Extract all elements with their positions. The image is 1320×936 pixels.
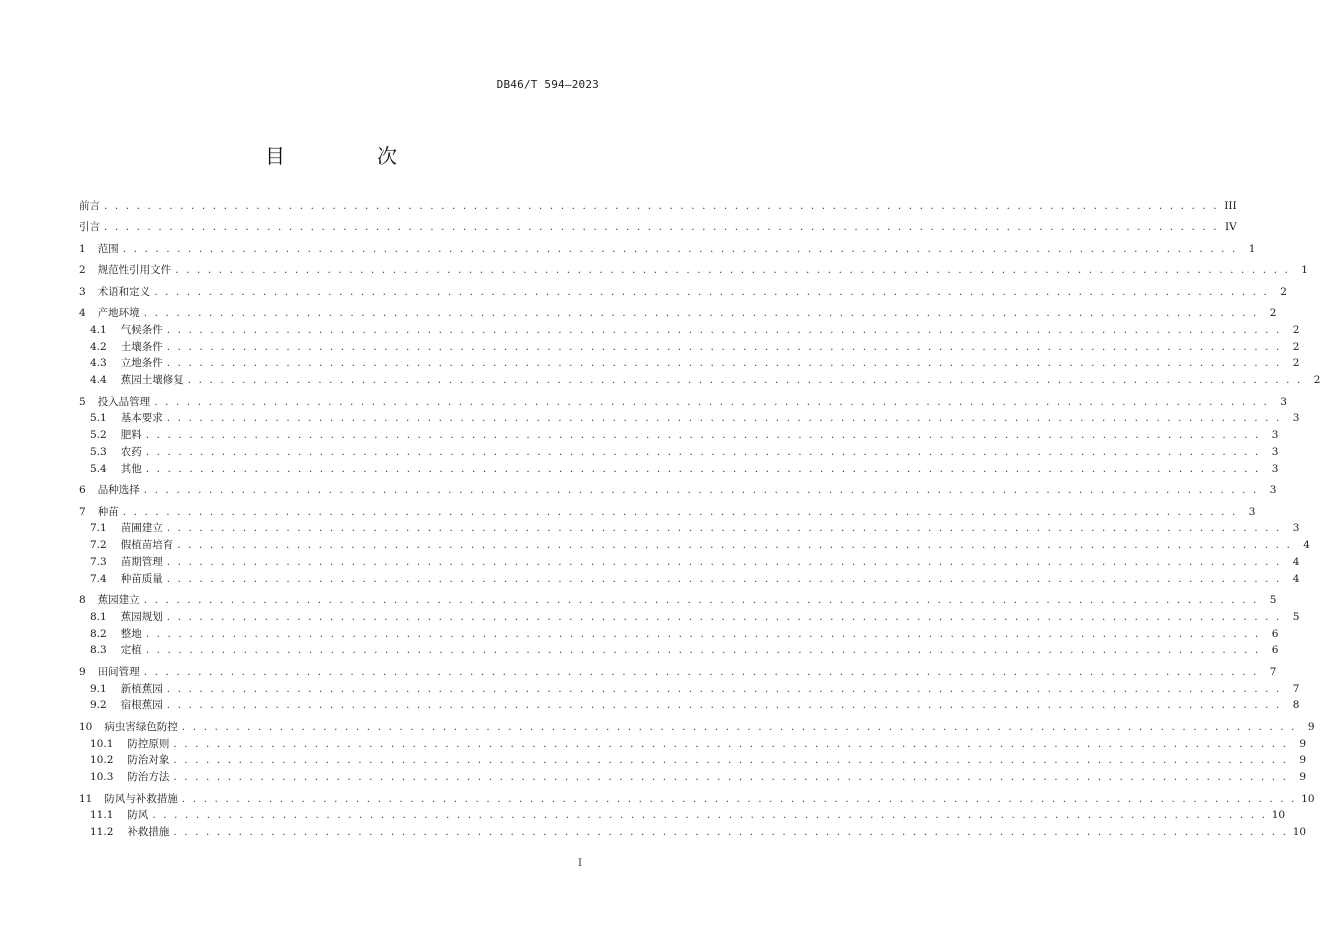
toc-entry-label: 病虫害绿色防控: [104, 720, 178, 733]
toc-entry-page: 4: [1292, 555, 1300, 568]
toc-entry-page: 3: [1271, 429, 1279, 442]
page-title: 目 次: [265, 144, 433, 168]
toc-entry-number: 2: [79, 264, 86, 277]
toc-entry-number: 10.1: [90, 737, 114, 750]
toc-entry-page: 2: [1313, 374, 1320, 387]
toc-entry-number: 7.2: [90, 539, 107, 552]
dot-leader: . . . . . . . . . . . . . . . . . . . . . . . . . . . . . . . . . . . . . . . . . . . . . . . . . . . . . . . . . . . . . . . . . . . . . . . . . . . . . . . . . . . . . . . . . . . . . . . . . . . . . . .: [145, 644, 1261, 657]
toc-entry-number: 5.3: [90, 445, 107, 458]
toc-entry-page: 3: [1269, 484, 1277, 497]
toc-entry-number: 3: [79, 285, 86, 298]
toc-subentry[interactable]: [79, 699, 1300, 712]
toc-entry[interactable]: [79, 395, 1287, 409]
dot-leader: . . . . . . . . . . . . . . . . . . . . . . . . . . . . . . . . . . . . . . . . . . . . . . . . . . . . . . . . . . . . . . . . . . . . . . . . . . . . . . . . . . . . . . . . . . . . . . . . . . . . . . .: [166, 572, 1282, 585]
toc-entry-label: 气候条件: [120, 323, 163, 336]
toc-entry-page: 2: [1292, 323, 1300, 336]
toc-entry-label: 肥料: [120, 429, 142, 442]
toc-entry-number: 7.4: [90, 572, 107, 585]
toc-subentry[interactable]: [79, 572, 1300, 586]
toc-entry[interactable]: [79, 594, 1277, 607]
toc-subentry[interactable]: [79, 445, 1279, 459]
toc-subentry[interactable]: [79, 627, 1279, 641]
toc-entry-page: 9: [1299, 771, 1307, 784]
dot-leader: . . . . . . . . . . . . . . . . . . . . . . . . . . . . . . . . . . . . . . . . . . . . . . . . . . . . . . . . . . . . . . . . . . . . . . . . . . . . . . . . . . . . . . . . . . . . . . . . . . . . . . .: [104, 221, 1219, 234]
toc-entry-page: 3: [1292, 412, 1300, 425]
toc-subentry[interactable]: [79, 374, 1320, 387]
toc-entry-number: 11.1: [90, 809, 114, 822]
toc-entry-page: 6: [1271, 627, 1279, 640]
toc-entry-label: 土壤条件: [120, 340, 163, 353]
toc-subentry[interactable]: [79, 412, 1300, 425]
toc-subentry[interactable]: [79, 682, 1300, 696]
dot-leader: . . . . . . . . . . . . . . . . . . . . . . . . . . . . . . . . . . . . . . . . . . . . . . . . . . . . . . . . . . . . . . . . . . . . . . . . . . . . . . . . . . . . . . . . . . . . . . . . . . . . . . .: [166, 682, 1282, 695]
toc-entry-number: 10.3: [90, 771, 114, 784]
dot-leader: . . . . . . . . . . . . . . . . . . . . . . . . . . . . . . . . . . . . . . . . . . . . . . . . . . . . . . . . . . . . . . . . . . . . . . . . . . . . . . . . . . . . . . . . . . . . . . . . . . . . . . .: [173, 737, 1289, 750]
toc-subentry[interactable]: [79, 340, 1300, 354]
toc-entry-number: 8.3: [90, 644, 107, 657]
toc-subentry[interactable]: [79, 809, 1286, 822]
dot-leader: . . . . . . . . . . . . . . . . . . . . . . . . . . . . . . . . . . . . . . . . . . . . . . . . . . . . . . . . . . . . . . . . . . . . . . . . . . . . . . . . . . . . . . . . . . . . . . . . . . . . . . .: [145, 627, 1261, 640]
toc-entry-number: 7.3: [90, 555, 107, 568]
dot-leader: . . . . . . . . . . . . . . . . . . . . . . . . . . . . . . . . . . . . . . . . . . . . . . . . . . . . . . . . . . . . . . . . . . . . . . . . . . . . . . . . . . . . . . . . . . . . . . . . . . . . . . .: [154, 395, 1269, 408]
dot-leader: . . . . . . . . . . . . . . . . . . . . . . . . . . . . . . . . . . . . . . . . . . . . . . . . . . . . . . . . . . . . . . . . . . . . . . . . . . . . . . . . . . . . . . . . . . . . . . . . . . . . . . .: [181, 792, 1297, 805]
toc-entry-label: 防风与补救措施: [104, 792, 178, 805]
toc-entry-page: 1: [1301, 264, 1308, 277]
toc-entry-page: 10: [1292, 826, 1307, 839]
dot-leader: . . . . . . . . . . . . . . . . . . . . . . . . . . . . . . . . . . . . . . . . . . . . . . . . . . . . . . . . . . . . . . . . . . . . . . . . . . . . . . . . . . . . . . . . . . . . . . . . . . . . . . .: [143, 665, 1259, 678]
dot-leader: . . . . . . . . . . . . . . . . . . . . . . . . . . . . . . . . . . . . . . . . . . . . . . . . . . . . . . . . . . . . . . . . . . . . . . . . . . . . . . . . . . . . . . . . . . . . . . . . . . . . . . .: [166, 522, 1282, 535]
toc-entry[interactable]: [79, 505, 1256, 519]
toc-entry-number: 9: [79, 665, 86, 678]
toc-entry-page: 8: [1292, 699, 1300, 712]
toc-entry-number: 4.4: [90, 374, 107, 387]
table-of-contents: [79, 200, 1320, 839]
toc-entry-number: 4.2: [90, 340, 107, 353]
toc-entry-label: 其他: [120, 462, 142, 475]
toc-entry-number: 6: [79, 484, 86, 497]
toc-entry[interactable]: [79, 484, 1277, 497]
toc-entry[interactable]: [79, 306, 1277, 320]
dot-leader: . . . . . . . . . . . . . . . . . . . . . . . . . . . . . . . . . . . . . . . . . . . . . . . . . . . . . . . . . . . . . . . . . . . . . . . . . . . . . . . . . . . . . . . . . . . . . . . . . . . . . . .: [145, 429, 1261, 442]
toc-subentry[interactable]: [79, 826, 1307, 839]
dot-leader: . . . . . . . . . . . . . . . . . . . . . . . . . . . . . . . . . . . . . . . . . . . . . . . . . . . . . . . . . . . . . . . . . . . . . . . . . . . . . . . . . . . . . . . . . . . . . . . . . . . . . . .: [145, 462, 1261, 475]
toc-entry[interactable]: [79, 242, 1256, 256]
dot-leader: . . . . . . . . . . . . . . . . . . . . . . . . . . . . . . . . . . . . . . . . . . . . . . . . . . . . . . . . . . . . . . . . . . . . . . . . . . . . . . . . . . . . . . . . . . . . . . . . . . . . . . .: [181, 720, 1297, 733]
dot-leader: . . . . . . . . . . . . . . . . . . . . . . . . . . . . . . . . . . . . . . . . . . . . . . . . . . . . . . . . . . . . . . . . . . . . . . . . . . . . . . . . . . . . . . . . . . . . . . . . . . . . . . .: [166, 610, 1282, 623]
toc-entry-page: 3: [1292, 522, 1300, 535]
toc-entry-page: 2: [1280, 285, 1287, 298]
toc-entry-page: 9: [1307, 720, 1315, 733]
toc-entry-label: 种苗质量: [120, 572, 163, 585]
toc-entry-label: 农药: [120, 445, 142, 458]
toc-entry[interactable]: [79, 285, 1287, 299]
toc-entry-label: 种苗: [97, 505, 119, 518]
toc-entry-label: 补救措施: [127, 826, 170, 839]
toc-entry-page: 2: [1292, 357, 1300, 370]
toc-entry-label: 新植蕉园: [120, 682, 163, 695]
toc-entry-page: 3: [1280, 395, 1287, 408]
toc-entry-label: 定植: [120, 644, 142, 657]
toc-entry-label: 产地环境: [97, 306, 140, 319]
toc-entry-page: 6: [1271, 644, 1279, 657]
dot-leader: . . . . . . . . . . . . . . . . . . . . . . . . . . . . . . . . . . . . . . . . . . . . . . . . . . . . . . . . . . . . . . . . . . . . . . . . . . . . . . . . . . . . . . . . . . . . . . . . . . . . . . .: [143, 306, 1259, 319]
toc-entry-number: 5.4: [90, 462, 107, 475]
dot-leader: . . . . . . . . . . . . . . . . . . . . . . . . . . . . . . . . . . . . . . . . . . . . . . . . . . . . . . . . . . . . . . . . . . . . . . . . . . . . . . . . . . . . . . . . . . . . . . . . . . . . . . .: [143, 594, 1259, 607]
toc-entry-page: 5: [1292, 610, 1300, 623]
toc-entry-label: 假植苗培育: [120, 539, 174, 552]
dot-leader: . . . . . . . . . . . . . . . . . . . . . . . . . . . . . . . . . . . . . . . . . . . . . . . . . . . . . . . . . . . . . . . . . . . . . . . . . . . . . . . . . . . . . . . . . . . . . . . . . . . . . . .: [166, 555, 1282, 568]
toc-entry-label: 立地条件: [120, 357, 163, 370]
toc-entry-label: 蕉园土壤修复: [120, 374, 184, 387]
toc-entry-page: 2: [1269, 306, 1277, 319]
toc-entry[interactable]: [79, 792, 1315, 806]
dot-leader: . . . . . . . . . . . . . . . . . . . . . . . . . . . . . . . . . . . . . . . . . . . . . . . . . . . . . . . . . . . . . . . . . . . . . . . . . . . . . . . . . . . . . . . . . . . . . . . . . . . . . . .: [145, 445, 1261, 458]
toc-entry-label: 防治方法: [127, 771, 170, 784]
toc-entry-label: 防治对象: [127, 754, 170, 767]
document-code: DB46/T 594—2023: [496, 78, 599, 91]
toc-entry-number: 4: [79, 306, 86, 319]
toc-entry-number: 8: [79, 594, 86, 607]
toc-entry-page: 3: [1248, 505, 1256, 518]
toc-entry-label: 防风: [127, 809, 149, 822]
toc-subentry[interactable]: [79, 644, 1279, 657]
toc-entry-label: 田间管理: [97, 665, 140, 678]
toc-entry-page: 5: [1269, 594, 1277, 607]
toc-entry-page: 3: [1271, 462, 1279, 475]
toc-entry-page: 10: [1271, 809, 1286, 822]
dot-leader: . . . . . . . . . . . . . . . . . . . . . . . . . . . . . . . . . . . . . . . . . . . . . . . . . . . . . . . . . . . . . . . . . . . . . . . . . . . . . . . . . . . . . . . . . . . . . . . . . . . . . . .: [154, 285, 1269, 298]
dot-leader: . . . . . . . . . . . . . . . . . . . . . . . . . . . . . . . . . . . . . . . . . . . . . . . . . . . . . . . . . . . . . . . . . . . . . . . . . . . . . . . . . . . . . . . . . . . . . . . . . . . . . . .: [175, 264, 1290, 277]
toc-entry-label: 术语和定义: [97, 285, 151, 298]
dot-leader: . . . . . . . . . . . . . . . . . . . . . . . . . . . . . . . . . . . . . . . . . . . . . . . . . . . . . . . . . . . . . . . . . . . . . . . . . . . . . . . . . . . . . . . . . . . . . . . . . . . . . . .: [143, 484, 1259, 497]
toc-entry-label: 防控原则: [127, 737, 170, 750]
toc-entry-page: IV: [1224, 221, 1237, 234]
toc-entry[interactable]: [79, 221, 1237, 234]
toc-entry-number: 7.1: [90, 522, 107, 535]
toc-entry-page: 9: [1299, 737, 1307, 750]
toc-subentry[interactable]: [79, 555, 1300, 569]
toc-entry-number: 9.1: [90, 682, 107, 695]
dot-leader: . . . . . . . . . . . . . . . . . . . . . . . . . . . . . . . . . . . . . . . . . . . . . . . . . . . . . . . . . . . . . . . . . . . . . . . . . . . . . . . . . . . . . . . . . . . . . . . . . . . . . . .: [173, 754, 1289, 767]
toc-entry-page: 10: [1301, 792, 1315, 805]
toc-entry-label: 投入品管理: [97, 395, 151, 408]
toc-subentry[interactable]: [79, 539, 1310, 552]
toc-entry-label: 规范性引用文件: [97, 264, 172, 277]
toc-entry-number: 11.2: [90, 826, 114, 839]
toc-entry-page: 4: [1303, 539, 1310, 552]
toc-entry-label: 宿根蕉园: [120, 699, 163, 712]
toc-entry-label: 前言: [79, 200, 100, 212]
toc-entry-number: 4.3: [90, 357, 107, 370]
toc-subentry[interactable]: [79, 429, 1279, 442]
toc-entry-number: 8.1: [90, 610, 107, 623]
toc-entry-page: 2: [1292, 340, 1300, 353]
toc-entry-number: 10.2: [90, 754, 114, 767]
dot-leader: . . . . . . . . . . . . . . . . . . . . . . . . . . . . . . . . . . . . . . . . . . . . . . . . . . . . . . . . . . . . . . . . . . . . . . . . . . . . . . . . . . . . . . . . . . . . . . . . . . . . . . .: [166, 357, 1282, 370]
page-number: I: [578, 858, 582, 869]
toc-entry-label: 品种选择: [97, 484, 140, 497]
dot-leader: . . . . . . . . . . . . . . . . . . . . . . . . . . . . . . . . . . . . . . . . . . . . . . . . . . . . . . . . . . . . . . . . . . . . . . . . . . . . . . . . . . . . . . . . . . . . . . . . . . . . . . .: [173, 826, 1289, 839]
toc-entry-page: 4: [1292, 572, 1300, 585]
toc-entry-number: 9.2: [90, 699, 107, 712]
dot-leader: . . . . . . . . . . . . . . . . . . . . . . . . . . . . . . . . . . . . . . . . . . . . . . . . . . . . . . . . . . . . . . . . . . . . . . . . . . . . . . . . . . . . . . . . . . . . . . . . . . . . . . .: [166, 699, 1282, 712]
toc-entry[interactable]: [79, 720, 1315, 734]
toc-entry-label: 基本要求: [120, 412, 163, 425]
toc-entry-number: 7: [79, 505, 86, 518]
dot-leader: . . . . . . . . . . . . . . . . . . . . . . . . . . . . . . . . . . . . . . . . . . . . . . . . . . . . . . . . . . . . . . . . . . . . . . . . . . . . . . . . . . . . . . . . . . . . . . . . . . . . . . .: [122, 242, 1238, 255]
dot-leader: . . . . . . . . . . . . . . . . . . . . . . . . . . . . . . . . . . . . . . . . . . . . . . . . . . . . . . . . . . . . . . . . . . . . . . . . . . . . . . . . . . . . . . . . . . . . . . . . . . . . . . .: [152, 809, 1268, 822]
toc-subentry[interactable]: [79, 323, 1300, 337]
toc-entry-page: III: [1224, 200, 1237, 212]
toc-subentry[interactable]: [79, 771, 1307, 784]
toc-subentry[interactable]: [79, 522, 1300, 535]
toc-subentry[interactable]: [79, 737, 1307, 751]
toc-entry-label: 蕉园规划: [120, 610, 163, 623]
toc-entry-page: 7: [1269, 665, 1277, 678]
toc-entry-number: 10: [79, 720, 93, 733]
toc-subentry[interactable]: [79, 357, 1300, 370]
toc-entry-page: 3: [1271, 445, 1279, 458]
toc-entry-page: 1: [1248, 242, 1256, 255]
toc-subentry[interactable]: [79, 610, 1300, 624]
toc-entry[interactable]: [79, 665, 1277, 679]
toc-entry-number: 5.2: [90, 429, 107, 442]
dot-leader: . . . . . . . . . . . . . . . . . . . . . . . . . . . . . . . . . . . . . . . . . . . . . . . . . . . . . . . . . . . . . . . . . . . . . . . . . . . . . . . . . . . . . . . . . . . . . . . . . . . . . . .: [166, 340, 1282, 353]
dot-leader: . . . . . . . . . . . . . . . . . . . . . . . . . . . . . . . . . . . . . . . . . . . . . . . . . . . . . . . . . . . . . . . . . . . . . . . . . . . . . . . . . . . . . . . . . . . . . . . . . . . . . . .: [177, 539, 1292, 552]
dot-leader: . . . . . . . . . . . . . . . . . . . . . . . . . . . . . . . . . . . . . . . . . . . . . . . . . . . . . . . . . . . . . . . . . . . . . . . . . . . . . . . . . . . . . . . . . . . . . . . . . . . . . . .: [166, 323, 1282, 336]
dot-leader: . . . . . . . . . . . . . . . . . . . . . . . . . . . . . . . . . . . . . . . . . . . . . . . . . . . . . . . . . . . . . . . . . . . . . . . . . . . . . . . . . . . . . . . . . . . . . . . . . . . . . . .: [122, 505, 1238, 518]
toc-entry-label: 苗期管理: [120, 555, 163, 568]
toc-entry-page: 7: [1292, 682, 1300, 695]
dot-leader: . . . . . . . . . . . . . . . . . . . . . . . . . . . . . . . . . . . . . . . . . . . . . . . . . . . . . . . . . . . . . . . . . . . . . . . . . . . . . . . . . . . . . . . . . . . . . . . . . . . . . . .: [173, 771, 1289, 784]
toc-entry-label: 引言: [79, 221, 100, 234]
toc-entry[interactable]: [79, 200, 1237, 213]
toc-entry[interactable]: [79, 264, 1308, 277]
dot-leader: . . . . . . . . . . . . . . . . . . . . . . . . . . . . . . . . . . . . . . . . . . . . . . . . . . . . . . . . . . . . . . . . . . . . . . . . . . . . . . . . . . . . . . . . . . . . . . . . . . . . . . .: [166, 412, 1282, 425]
toc-entry-page: 9: [1299, 754, 1307, 767]
toc-subentry[interactable]: [79, 462, 1279, 476]
toc-entry-number: 1: [79, 242, 86, 255]
dot-leader: . . . . . . . . . . . . . . . . . . . . . . . . . . . . . . . . . . . . . . . . . . . . . . . . . . . . . . . . . . . . . . . . . . . . . . . . . . . . . . . . . . . . . . . . . . . . . . . . . . . . . . .: [104, 200, 1219, 212]
toc-entry-number: 4.1: [90, 323, 107, 336]
toc-entry-label: 整地: [120, 627, 142, 640]
toc-entry-label: 范围: [97, 242, 119, 255]
toc-entry-label: 苗圃建立: [120, 522, 163, 535]
dot-leader: . . . . . . . . . . . . . . . . . . . . . . . . . . . . . . . . . . . . . . . . . . . . . . . . . . . . . . . . . . . . . . . . . . . . . . . . . . . . . . . . . . . . . . . . . . . . . . . . . . . . . . .: [187, 374, 1303, 387]
toc-entry-number: 11: [79, 792, 93, 805]
toc-entry-number: 8.2: [90, 627, 107, 640]
toc-entry-number: 5.1: [90, 412, 107, 425]
toc-entry-number: 5: [79, 395, 86, 408]
toc-subentry[interactable]: [79, 754, 1307, 767]
toc-entry-label: 蕉园建立: [97, 594, 140, 607]
